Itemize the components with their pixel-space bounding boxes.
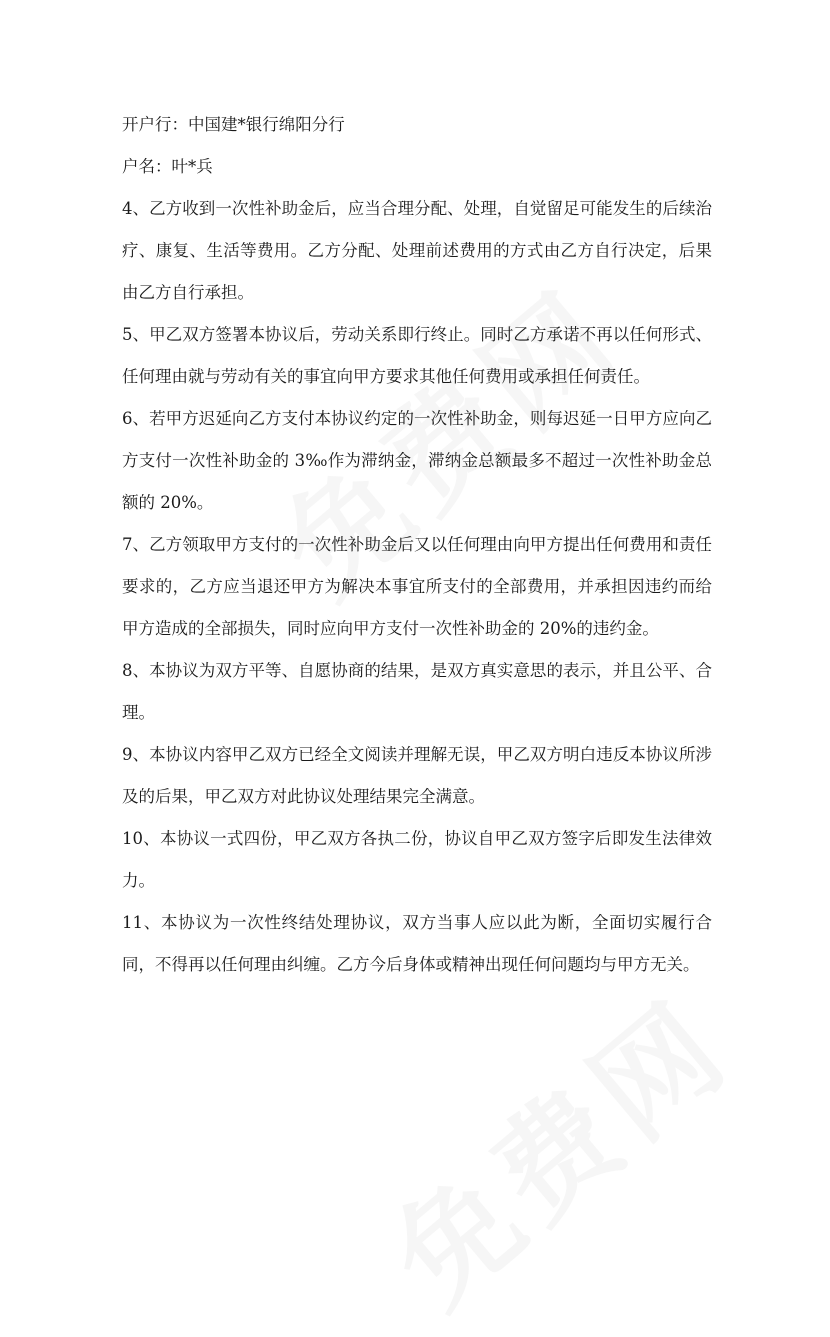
clause-10: 10、本协议一式四份，甲乙双方各执二份，协议自甲乙双方签字后即发生法律效力。 <box>122 829 712 890</box>
clause-6: 6、若甲方迟延向乙方支付本协议约定的一次性补助金，则每迟延一日甲方应向乙方支付一次性补助金的 3‰作为滞纳金，滞纳金总额最多不超过一次性补助金总额的 20%。 <box>122 409 712 512</box>
clause-11: 11、本协议为一次性终结处理协议，双方当事人应以此为断，全面切实履行合同，不得再以任何理由纠缠。乙方今后身体或精神出现任何问题均与甲方无关。 <box>122 913 712 974</box>
clause-8: 8、本协议为双方平等、自愿协商的结果，是双方真实意思的表示，并且公平、合理。 <box>122 661 712 722</box>
clause-4: 4、乙方收到一次性补助金后，应当合理分配、处理，自觉留足可能发生的后续治疗、康复、生活等费用。乙方分配、处理前述费用的方式由乙方自行决定，后果由乙方自行承担。 <box>122 199 712 302</box>
agreement-body <box>122 104 712 986</box>
clause-9: 9、本协议内容甲乙双方已经全文阅读并理解无误，甲乙双方明白违反本协议所涉及的后果，甲乙双方对此协议处理结果完全满意。 <box>122 745 712 806</box>
clause-7: 7、乙方领取甲方支付的一次性补助金后又以任何理由向甲方提出任何费用和责任要求的，乙方应当退还甲方为解决本事宜所支付的全部费用，并承担因违约而给甲方造成的全部损失，同时应向甲方支付一次性补助金的 20%的违约金。 <box>122 535 712 638</box>
watermark-graphic <box>350 955 759 1337</box>
bank-line: 开户行：中国建*银行绵阳分行 <box>122 115 345 134</box>
account-name-line: 户名：叶*兵 <box>122 157 213 176</box>
clause-5: 5、甲乙双方签署本协议后，劳动关系即行终止。同时乙方承诺不再以任何形式、任何理由就与劳动有关的事宜向甲方要求其他任何费用或承担任何责任。 <box>122 325 712 386</box>
